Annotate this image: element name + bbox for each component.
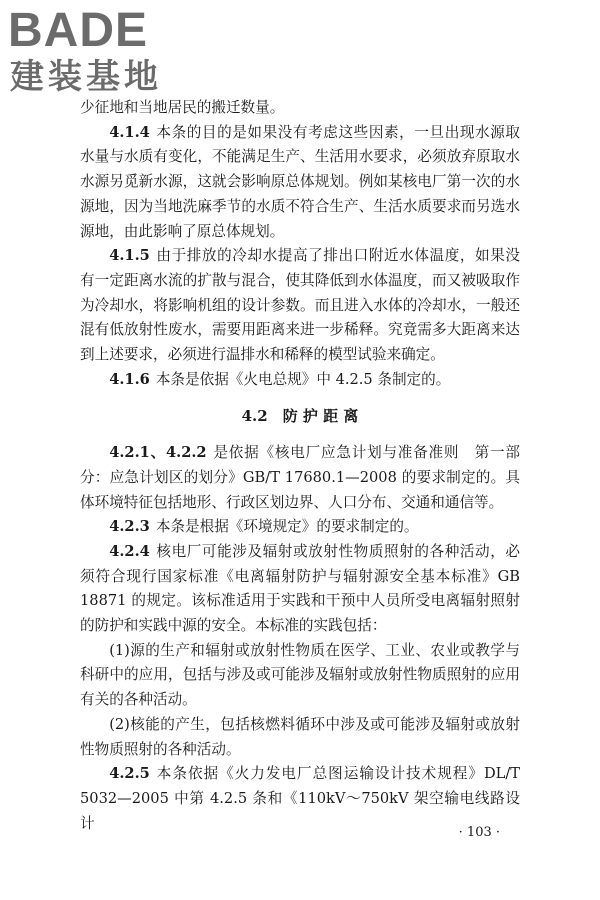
clause-number: 4.1.6 — [109, 370, 150, 388]
clause-number: 4.2.1、4.2.2 — [109, 444, 207, 462]
bade-logo — [8, 2, 178, 94]
clause-text: 由于排放的冷却水提高了排出口附近水体温度，如果没有一定距离水流的扩散与混合，使其降低到水体温度，而又被吸取作为冷却水，将影响机组的设计参数。而且进入水体的冷却水，一般还混有低放射性废水，需要用距离来进一步稀释。究竟需多大距离来达到上述要求，必须进行温排水和稀释的模型试验来确定。 — [80, 247, 520, 364]
logo-subtitle: 建装基地 — [10, 57, 162, 94]
clause-number: 4.2.4 — [109, 542, 150, 560]
clause-number: 4.2.5 — [109, 765, 150, 783]
clause-4-1-6 — [80, 368, 520, 393]
section-heading: 4.2 防 护 距 离 — [241, 407, 359, 426]
clause-number: 4.1.5 — [109, 247, 150, 265]
page-number: · 103 · — [458, 825, 500, 840]
clause-4-1-5 — [80, 244, 520, 368]
clause-number: 4.2.3 — [109, 518, 150, 536]
clause-text: 是依据《核电厂应急计划与准备准则 第一部分：应急计划区的划分》GB/T 17680.1—2008 的要求制定的。具体环境特征包括地形、行政区划边界、人口分布、交通和通信等。 — [80, 444, 520, 511]
page-content — [80, 96, 520, 836]
clause-text: 核电厂可能涉及辐射或放射性物质照射的各种活动，必须符合现行国家标准《电离辐射防护与辐射源安全基本标准》GB 18871 的规定。该标准适用于实践和干预中人员所受电离辐射照射的防护和实践中源的安全。本标准的实践包括： — [80, 542, 520, 635]
clause-text: 本条的目的是如果没有考虑这些因素，一旦出现水源取水量与水质有变化，不能满足生产、生活用水要求，必须放弃原取水水源另觅新水源，这就会影响原总体规划。例如某核电厂第一次的水源地，因为当地洗麻季节的水质不符合生产、生活水质要求而另选水源地，由此影响了原总体规划。 — [80, 123, 520, 240]
clause-4-1-4 — [80, 121, 520, 245]
clause-4-2-4 — [80, 540, 520, 639]
clause-4-2-3 — [80, 515, 520, 540]
clause-text: 本条是依据《火电总规》中 4.2.5 条制定的。 — [155, 370, 451, 388]
logo-brand: BADE — [8, 4, 149, 57]
paragraph-continuation: 少征地和当地居民的搬迁数量。 — [80, 99, 285, 116]
clause-4-2-5 — [80, 762, 520, 836]
list-item: (2)核能的产生，包括核燃料循环中涉及或可能涉及辐射或放射性物质照射的各种活动。 — [80, 715, 520, 758]
clause-text: 本条是根据《环境规定》的要求制定的。 — [155, 518, 419, 536]
clause-text: 本条依据《火力发电厂总图运输设计技术规程》DL/T 5032—2005 中第 4.2.5 条和《110kV～750kV 架空输电线路设计 — [80, 765, 520, 832]
clause-number: 4.1.4 — [109, 123, 150, 141]
list-item: (1)源的生产和辐射或放射性物质在医学、工业、农业或教学与科研中的应用，包括与涉及或可能涉及辐射或放射性物质照射的应用有关的各种活动。 — [80, 641, 520, 709]
clause-4-2-1-4-2-2 — [80, 441, 520, 515]
